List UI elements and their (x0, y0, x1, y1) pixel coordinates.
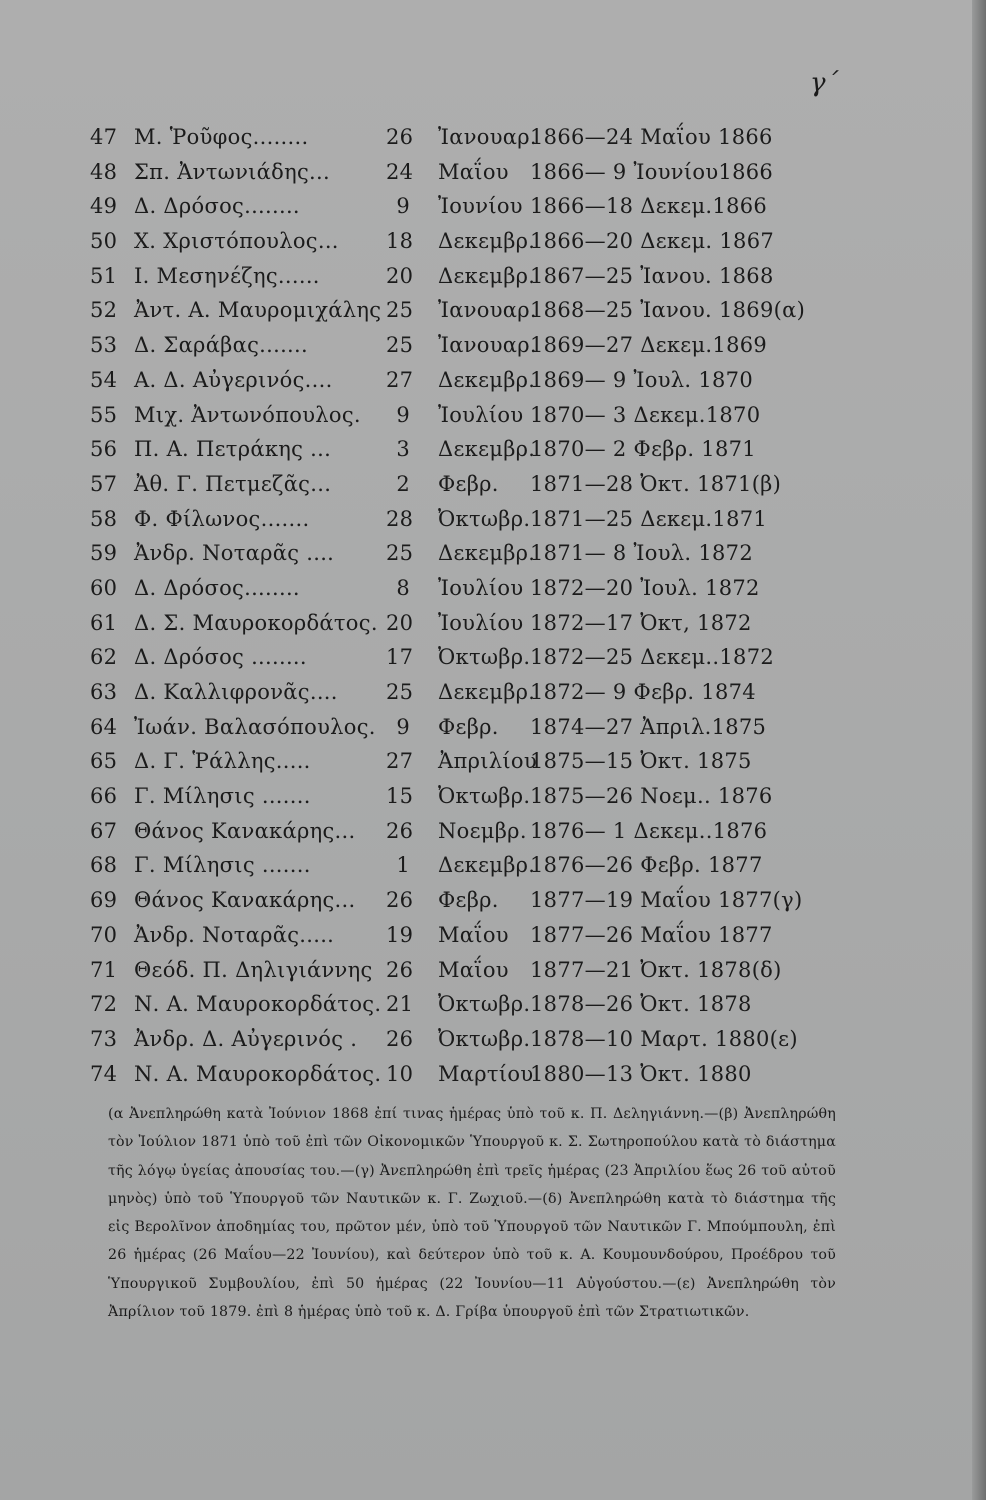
start-day: 19 (386, 922, 414, 947)
row-number: 61 (90, 610, 118, 635)
minister-name: Π. Α. Πετράκης ... (134, 437, 332, 462)
minister-name: Ν. Α. Μαυροκορδάτος. (134, 1061, 382, 1086)
minister-name: Γ. Μίλησις ....... (134, 784, 311, 809)
minister-name: Ἀθ. Γ. Πετμεζᾶς... (134, 471, 332, 496)
row-number: 54 (90, 367, 118, 392)
tenure-period: 1872— 9 Φεβρ. 1874 (530, 680, 756, 704)
start-day: 25 (386, 298, 414, 323)
start-month: Νοεμβρ. (438, 818, 527, 843)
page-edge (972, 0, 986, 1500)
minister-name: Ἀνδρ. Δ. Αὐγερινός . (134, 1026, 358, 1051)
list-item (90, 502, 850, 537)
start-day: 9 (396, 714, 410, 739)
minister-name: Γ. Μίλησις ....... (134, 853, 311, 878)
start-day: 20 (386, 610, 414, 635)
tenure-period: 1871— 8 Ἰουλ. 1872 (530, 541, 754, 566)
start-day: 25 (386, 541, 414, 566)
list-item (90, 779, 850, 814)
row-number: 53 (90, 333, 118, 358)
tenure-period: 1878—10 Μαρτ. 1880(ε) (530, 1026, 798, 1051)
minister-name: Δ. Δρόσος........ (134, 575, 300, 600)
tenure-period: 1870— 3 Δεκεμ.1870 (530, 402, 761, 427)
start-month: Ἰουλίου (438, 610, 524, 635)
minister-name: Δ. Σαράβας....... (134, 333, 308, 358)
start-day: 27 (386, 749, 414, 774)
start-month: Φεβρ. (438, 471, 499, 496)
minister-name: Ἀνδρ. Νοταρᾶς..... (134, 922, 335, 947)
start-day: 2 (396, 471, 410, 496)
start-day: 28 (386, 506, 414, 531)
tenure-period: 1877—19 Μαΐου 1877(γ) (530, 888, 803, 913)
list-item (90, 536, 850, 571)
start-month: Δεκεμβρ. (438, 853, 536, 878)
start-month: Ὀκτωβρ. (438, 1026, 531, 1051)
start-day: 26 (386, 125, 414, 149)
start-month: Ὀκτωβρ. (438, 992, 531, 1017)
start-month: Ἰανουαρ. (438, 298, 537, 323)
minister-name: Μιχ. Ἀντωνόπουλος. (134, 402, 361, 427)
tenure-period: 1871—28 Ὀκτ. 1871(β) (530, 471, 782, 496)
list-item (90, 467, 850, 502)
start-month: Δεκεμβρ. (438, 263, 536, 288)
list-item (90, 640, 850, 675)
row-number: 66 (90, 784, 118, 809)
tenure-period: 1872—20 Ἰουλ. 1872 (530, 575, 760, 600)
list-item (90, 883, 850, 918)
row-number: 69 (90, 888, 118, 913)
list-item (90, 1022, 850, 1057)
tenure-period: 1866— 9 Ἰουνίου1866 (530, 159, 774, 184)
start-day: 10 (386, 1061, 414, 1086)
tenure-period: 1875—15 Ὀκτ. 1875 (530, 749, 752, 774)
minister-name: Ἰωάν. Βαλασόπουλος. (134, 714, 376, 739)
start-day: 21 (386, 992, 414, 1017)
row-number: 71 (90, 957, 118, 982)
minister-name: Ν. Α. Μαυροκορδάτος. (134, 992, 382, 1017)
list-item (90, 987, 850, 1022)
tenure-period: 1869—27 Δεκεμ.1869 (530, 333, 768, 358)
minister-name: Δ. Δρόσος........ (134, 194, 300, 219)
row-number: 70 (90, 922, 118, 947)
start-month: Μαρτίου (438, 1061, 534, 1086)
start-month: Δεκεμβρ. (438, 437, 536, 462)
minister-name: Ι. Μεσηνέζης...... (134, 263, 320, 288)
minister-name: Φ. Φίλωνος....... (134, 506, 310, 531)
start-day: 3 (396, 437, 410, 462)
tenure-period: 1876— 1 Δεκεμ..1876 (530, 818, 768, 843)
start-month: Ἰουνίου (438, 194, 523, 219)
ministers-list (90, 120, 850, 1091)
start-month: Δεκεμβρ. (438, 680, 536, 704)
list-item (90, 120, 850, 155)
list-item (90, 848, 850, 883)
start-day: 26 (386, 888, 414, 913)
row-number: 47 (90, 125, 118, 149)
row-number: 67 (90, 818, 118, 843)
tenure-period: 1877—21 Ὀκτ. 1878(δ) (530, 957, 782, 982)
list-item (90, 710, 850, 745)
row-number: 58 (90, 506, 118, 531)
start-month: Ἰανουαρ. (438, 125, 537, 149)
minister-name: Ἀντ. Α. Μαυρομιχάλης (134, 298, 382, 323)
row-number: 56 (90, 437, 118, 462)
tenure-period: 1872—25 Δεκεμ..1872 (530, 645, 775, 670)
row-number: 64 (90, 714, 118, 739)
row-number: 72 (90, 992, 118, 1017)
minister-name: Χ. Χριστόπουλος... (134, 229, 339, 254)
list-item (90, 814, 850, 849)
list-item (90, 918, 850, 953)
start-day: 9 (396, 402, 410, 427)
list-item (90, 1057, 850, 1092)
tenure-period: 1866—18 Δεκεμ.1866 (530, 194, 768, 219)
start-day: 26 (386, 957, 414, 982)
start-day: 20 (386, 263, 414, 288)
start-month: Μαΐου (438, 957, 509, 982)
minister-name: Θεόδ. Π. Δηλιγιάννης (134, 957, 373, 982)
list-item (90, 744, 850, 779)
start-month: Ἰουλίου (438, 402, 524, 427)
start-month: Ὀκτωβρ. (438, 784, 531, 809)
list-item (90, 259, 850, 294)
row-number: 49 (90, 194, 118, 219)
start-day: 1 (396, 853, 410, 878)
start-month: Μαΐου (438, 922, 509, 947)
tenure-period: 1866—20 Δεκεμ. 1867 (530, 229, 775, 254)
start-month: Μαΐου (438, 159, 509, 184)
row-number: 60 (90, 575, 118, 600)
start-day: 15 (386, 784, 414, 809)
row-number: 52 (90, 298, 118, 323)
row-number: 55 (90, 402, 118, 427)
tenure-period: 1878—26 Ὀκτ. 1878 (530, 992, 752, 1017)
tenure-period: 1872—17 Ὀκτ, 1872 (530, 610, 752, 635)
list-item (90, 398, 850, 433)
start-day: 24 (386, 159, 414, 184)
minister-name: Σπ. Ἀντωνιάδης... (134, 159, 330, 184)
start-day: 8 (396, 575, 410, 600)
tenure-period: 1870— 2 Φεβρ. 1871 (530, 437, 756, 462)
footnotes: (α Ἀνεπληρώθη κατὰ Ἰούνιον 1868 ἐπί τινας ἡμέρας ὑπὸ τοῦ κ. Π. Δεληγιάννη.—(β) Ἀνεπληρώθη τὸν Ἰούλιον 1871 ὑπὸ τοῦ ἐπὶ τῶν Οἰκονομικῶν Ὑπουργοῦ κ. Σ. Σωτηροπούλου κατὰ τὸ διάστημα τῆς λόγῳ ὑγείας ἀπουσίας του.—(γ) Ἀνεπληρώθη ἐπὶ τρεῖς ἡμέρας (23 Ἀπριλίου ἕως 26 τοῦ αὐτοῦ μηνὸς) ὑπὸ τοῦ Ὑπουργοῦ τῶν Ναυτικῶν κ. Γ. Ζωχιοῦ.—(δ) Ἀνεπληρώθη κατὰ τὸ διάστημα τῆς εἰς Βερολῖνον ἀποδημίας του, πρῶτον μέν, ὑπὸ τοῦ Ὑπουργοῦ τῶν Ναυτικῶν Γ. Μπούμπουλη, ἐπὶ 26 ἡμέρας (26 Μαΐου—22 Ἰουνίου), καὶ δεύτερον ὑπὸ τοῦ κ. Α. Κουμουνδούρου, Προέδρου τοῦ Ὑπουργικοῦ Συμβουλίου, ἐπὶ 50 ἡμέρας (22 Ἰουνίου—11 Αὐγούστου.—(ε) Ἀνεπληρώθη τὸν Ἀπρίλιον τοῦ 1879. ἐπὶ 8 ἡμέρας ὑπὸ τοῦ κ. Δ. Γρίβα ὑπουργοῦ ἐπὶ τῶν Στρατιωτικῶν. (108, 1106, 836, 1321)
start-month: Φεβρ. (438, 888, 499, 913)
tenure-period: 1880—13 Ὀκτ. 1880 (530, 1061, 752, 1086)
start-day: 25 (386, 680, 414, 704)
tenure-period: 1866—24 Μαΐου 1866 (530, 125, 773, 149)
list-item (90, 293, 850, 328)
tenure-period: 1868—25 Ἰανου. 1869(α) (530, 298, 806, 323)
start-day: 18 (386, 229, 414, 254)
list-item (90, 675, 850, 710)
start-day: 17 (386, 645, 414, 670)
tenure-period: 1869— 9 Ἰουλ. 1870 (530, 367, 754, 392)
tenure-period: 1876—26 Φεβρ. 1877 (530, 853, 763, 878)
minister-name: Μ. Ῥοῦφος........ (134, 125, 309, 149)
start-month: Δεκεμβρ. (438, 541, 536, 566)
minister-name: Δ. Σ. Μαυροκορδάτος. (134, 610, 378, 635)
start-month: Ἰανουαρ. (438, 333, 537, 358)
start-month: Ὀκτωβρ. (438, 645, 531, 670)
list-item (90, 606, 850, 641)
minister-name: Δ. Γ. Ῥάλλης..... (134, 749, 311, 774)
list-item (90, 224, 850, 259)
row-number: 62 (90, 645, 118, 670)
tenure-period: 1867—25 Ἰανου. 1868 (530, 263, 774, 288)
tenure-period: 1871—25 Δεκεμ.1871 (530, 506, 768, 531)
start-month: Ἰουλίου (438, 575, 524, 600)
start-day: 27 (386, 367, 414, 392)
row-number: 48 (90, 159, 118, 184)
minister-name: Θάνος Κανακάρης... (134, 818, 356, 843)
start-month: Δεκεμβρ. (438, 229, 536, 254)
row-number: 74 (90, 1061, 118, 1086)
row-number: 65 (90, 749, 118, 774)
page-number: γ΄ (810, 68, 839, 98)
minister-name: Ἀνδρ. Νοταρᾶς .... (134, 541, 335, 566)
tenure-period: 1874—27 Ἀπριλ.1875 (530, 714, 767, 739)
start-day: 25 (386, 333, 414, 358)
list-item (90, 189, 850, 224)
list-item (90, 571, 850, 606)
list-item (90, 328, 850, 363)
minister-name: Δ. Καλλιφρονᾶς.... (134, 680, 338, 704)
row-number: 50 (90, 229, 118, 254)
row-number: 51 (90, 263, 118, 288)
list-item (90, 155, 850, 190)
start-month: Ἀπριλίου (438, 749, 537, 774)
row-number: 59 (90, 541, 118, 566)
list-item (90, 953, 850, 988)
start-month: Ὀκτωβρ. (438, 506, 531, 531)
start-month: Δεκεμβρ. (438, 367, 536, 392)
minister-name: Δ. Δρόσος ........ (134, 645, 307, 670)
start-day: 9 (396, 194, 410, 219)
tenure-period: 1875—26 Νοεμ.. 1876 (530, 784, 773, 809)
start-month: Φεβρ. (438, 714, 499, 739)
list-item (90, 363, 850, 398)
start-day: 26 (386, 1026, 414, 1051)
row-number: 68 (90, 853, 118, 878)
row-number: 63 (90, 680, 118, 704)
minister-name: Α. Δ. Αὐγερινός.... (134, 367, 333, 392)
start-day: 26 (386, 818, 414, 843)
list-item (90, 432, 850, 467)
minister-name: Θάνος Κανακάρης... (134, 888, 356, 913)
tenure-period: 1877—26 Μαΐου 1877 (530, 922, 773, 947)
row-number: 73 (90, 1026, 118, 1051)
row-number: 57 (90, 471, 118, 496)
